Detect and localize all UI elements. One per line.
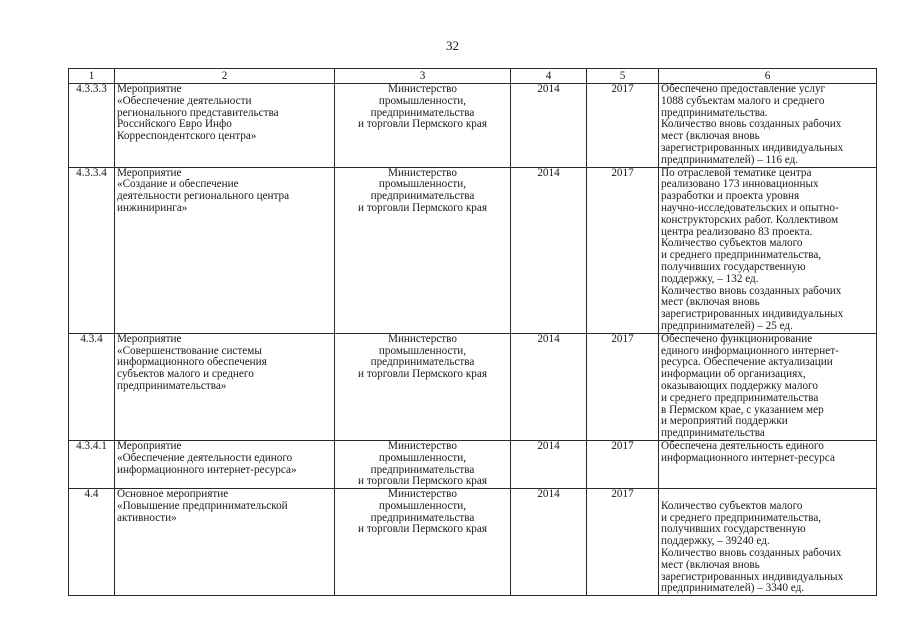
expected-result — [659, 333, 877, 440]
expected-result-line: в Пермском крае, с указанием мер — [661, 403, 824, 416]
activity-name-line: «Обеспечение деятельности — [117, 94, 252, 107]
executor-line: предпринимательства — [370, 511, 475, 524]
executor-line: и торговли Пермского края — [358, 475, 487, 488]
end-year — [587, 333, 659, 440]
expected-result-line: Обеспечено предоставление услуг — [661, 83, 826, 95]
expected-result-line: и среднего предпринимательства, — [661, 511, 822, 524]
activity-name-line: предпринимательства» — [117, 379, 227, 392]
activity-name-line: информационного интернет-ресурса» — [117, 463, 297, 476]
expected-result-line: предпринимательства — [661, 427, 765, 440]
executor — [335, 489, 511, 596]
activity-name — [115, 333, 335, 440]
executor-line: Министерство — [388, 440, 457, 452]
executor — [335, 440, 511, 488]
table-row — [69, 167, 877, 333]
end-year-text: 2017 — [611, 83, 634, 95]
expected-result-line: реализовано 173 инновационных — [661, 178, 819, 191]
start-year-text: 2014 — [537, 333, 560, 345]
end-year-text: 2017 — [611, 488, 634, 501]
activity-name-line: деятельности регионального центра — [117, 190, 290, 203]
executor-line: промышленности, — [378, 451, 467, 464]
activity-name-line: «Повышение предпринимательской — [117, 499, 288, 512]
activity-name-line: Основное мероприятие — [117, 488, 229, 501]
start-year — [511, 84, 587, 168]
expected-result-line: ресурса. Обеспечение актуализации — [661, 356, 833, 369]
expected-result-line: мест (включая вновь — [661, 130, 760, 143]
expected-result-line: зарегистрированных индивидуальных — [661, 570, 844, 583]
activity-name-line: Корреспондентского центра» — [117, 130, 257, 143]
expected-result-line: предпринимателей) – 25 ед. — [661, 319, 793, 332]
expected-result-line: мест (включая вновь — [661, 296, 760, 309]
expected-result-line: поддержку, – 132 ед. — [661, 272, 759, 285]
executor-line: предпринимательства — [370, 356, 475, 369]
end-year — [587, 84, 659, 168]
executor-line: Министерство — [388, 167, 457, 179]
column-header-5: 5 — [587, 69, 659, 84]
activity-name — [115, 489, 335, 596]
activity-name-line: «Создание и обеспечение — [117, 178, 239, 191]
row-number — [69, 333, 115, 440]
column-header-6: 6 — [659, 69, 877, 84]
expected-result-line: Обеспечено функционирование — [661, 333, 813, 345]
row-number — [69, 440, 115, 488]
activity-name — [115, 440, 335, 488]
executor-line: Министерство — [388, 333, 457, 345]
expected-result-line: Количество вновь созданных рабочих — [661, 284, 842, 297]
expected-result-line: единого информационного интернет- — [661, 344, 839, 357]
activity-name-line: инжиниринга» — [117, 201, 188, 214]
expected-result-line: и мероприятий поддержки — [661, 415, 788, 428]
expected-result-line: предпринимателей) – 3340 ед. — [661, 582, 805, 595]
expected-result-line: зарегистрированных индивидуальных — [661, 308, 844, 321]
expected-result-line: мест (включая вновь — [661, 558, 760, 571]
expected-result-line: По отраслевой тематике центра — [661, 167, 812, 179]
expected-result — [659, 489, 877, 596]
table-row — [69, 84, 877, 168]
expected-result-line: информации об организациях, — [661, 368, 806, 381]
row-number — [69, 489, 115, 596]
row-number-text: 4.3.3.3 — [76, 83, 107, 95]
activity-name-line: «Обеспечение деятельности единого — [117, 451, 293, 464]
activity-name-line: Мероприятие — [117, 83, 182, 95]
start-year-text: 2014 — [537, 440, 560, 452]
expected-result-line: и среднего предпринимательства, — [661, 249, 822, 262]
header-row — [69, 69, 877, 84]
expected-result-line: Обеспечена деятельность единого — [661, 440, 824, 452]
row-number-text: 4.4 — [84, 488, 99, 501]
start-year — [511, 440, 587, 488]
table-row — [69, 333, 877, 440]
expected-result-line: информационного интернет-ресурса — [661, 451, 835, 464]
executor-line: и торговли Пермского края — [358, 523, 487, 536]
expected-result-line: зарегистрированных индивидуальных — [661, 141, 844, 154]
row-number — [69, 167, 115, 333]
end-year-text: 2017 — [611, 333, 634, 345]
column-header-4: 4 — [511, 69, 587, 84]
expected-result-line: Количество субъектов малого — [661, 499, 803, 512]
activity-name-line: информационного обеспечения — [117, 356, 267, 369]
start-year — [511, 333, 587, 440]
start-year-text: 2014 — [537, 167, 560, 179]
executor-line: предпринимательства — [370, 106, 475, 119]
activity-name-line: регионального представительства — [117, 106, 279, 119]
activity-name-line: субъектов малого и среднего — [117, 368, 254, 381]
expected-result-line: оказывающих поддержку малого — [661, 379, 818, 392]
page-number: 32 — [446, 38, 459, 53]
expected-result-line: получивших государственную — [661, 260, 806, 273]
activity-name-line: Мероприятие — [117, 167, 182, 179]
executor — [335, 333, 511, 440]
table-row — [69, 440, 877, 488]
end-year — [587, 489, 659, 596]
expected-result-line: конструкторских работ. Коллективом — [661, 213, 839, 226]
executor-line: и торговли Пермского края — [358, 368, 487, 381]
expected-result — [659, 440, 877, 488]
expected-result-line: Количество вновь созданных рабочих — [661, 118, 842, 131]
table-row — [69, 489, 877, 596]
start-year — [511, 489, 587, 596]
executor-line: Министерство — [388, 83, 457, 95]
start-year-text: 2014 — [537, 488, 560, 501]
executor-line: промышленности, — [378, 344, 467, 357]
program-table — [68, 68, 877, 596]
executor-line: промышленности, — [378, 178, 467, 191]
expected-result-line: и среднего предпринимательства — [661, 391, 819, 404]
activity-name — [115, 84, 335, 168]
executor-line: предпринимательства — [370, 190, 475, 203]
end-year-text: 2017 — [611, 167, 634, 179]
activity-name-line: Российского Евро Инфо — [117, 118, 232, 131]
start-year — [511, 167, 587, 333]
end-year-text: 2017 — [611, 440, 634, 452]
expected-result-line: предпринимателей) – 116 ед. — [661, 153, 799, 166]
end-year — [587, 167, 659, 333]
expected-result-line: Количество субъектов малого — [661, 237, 803, 250]
start-year-text: 2014 — [537, 83, 560, 95]
row-number — [69, 84, 115, 168]
expected-result — [659, 167, 877, 333]
executor-line: предпринимательства — [370, 463, 475, 476]
expected-result — [659, 84, 877, 168]
expected-result-line: предпринимательства. — [661, 106, 768, 119]
activity-name — [115, 167, 335, 333]
column-header-2: 2 — [115, 69, 335, 84]
expected-result-line: центра реализовано 83 проекта. — [661, 225, 813, 238]
executor-line: промышленности, — [378, 94, 467, 107]
column-header-1: 1 — [69, 69, 115, 84]
activity-name-line: «Совершенствование системы — [117, 344, 262, 357]
row-number-text: 4.3.3.4 — [76, 167, 107, 179]
activity-name-line: Мероприятие — [117, 333, 182, 345]
column-header-3: 3 — [335, 69, 511, 84]
expected-result-line: поддержку, – 39240 ед. — [661, 535, 770, 548]
executor-line: Министерство — [388, 488, 457, 501]
executor-line: и торговли Пермского края — [358, 201, 487, 214]
expected-result-line: Количество вновь созданных рабочих — [661, 547, 842, 560]
row-number-text: 4.3.4.1 — [76, 440, 107, 452]
activity-name-line: Мероприятие — [117, 440, 182, 452]
activity-name-line: активности» — [117, 511, 177, 524]
expected-result-line: разработки и проекта уровня — [661, 190, 800, 203]
expected-result-line: научно-исследовательских и опытно- — [661, 201, 839, 214]
executor-line: и торговли Пермского края — [358, 118, 487, 131]
end-year — [587, 440, 659, 488]
executor-line: промышленности, — [378, 499, 467, 512]
expected-result-line: получивших государственную — [661, 523, 806, 536]
row-number-text: 4.3.4 — [80, 333, 103, 345]
expected-result-line: 1088 субъектам малого и среднего — [661, 94, 825, 107]
executor — [335, 167, 511, 333]
executor — [335, 84, 511, 168]
